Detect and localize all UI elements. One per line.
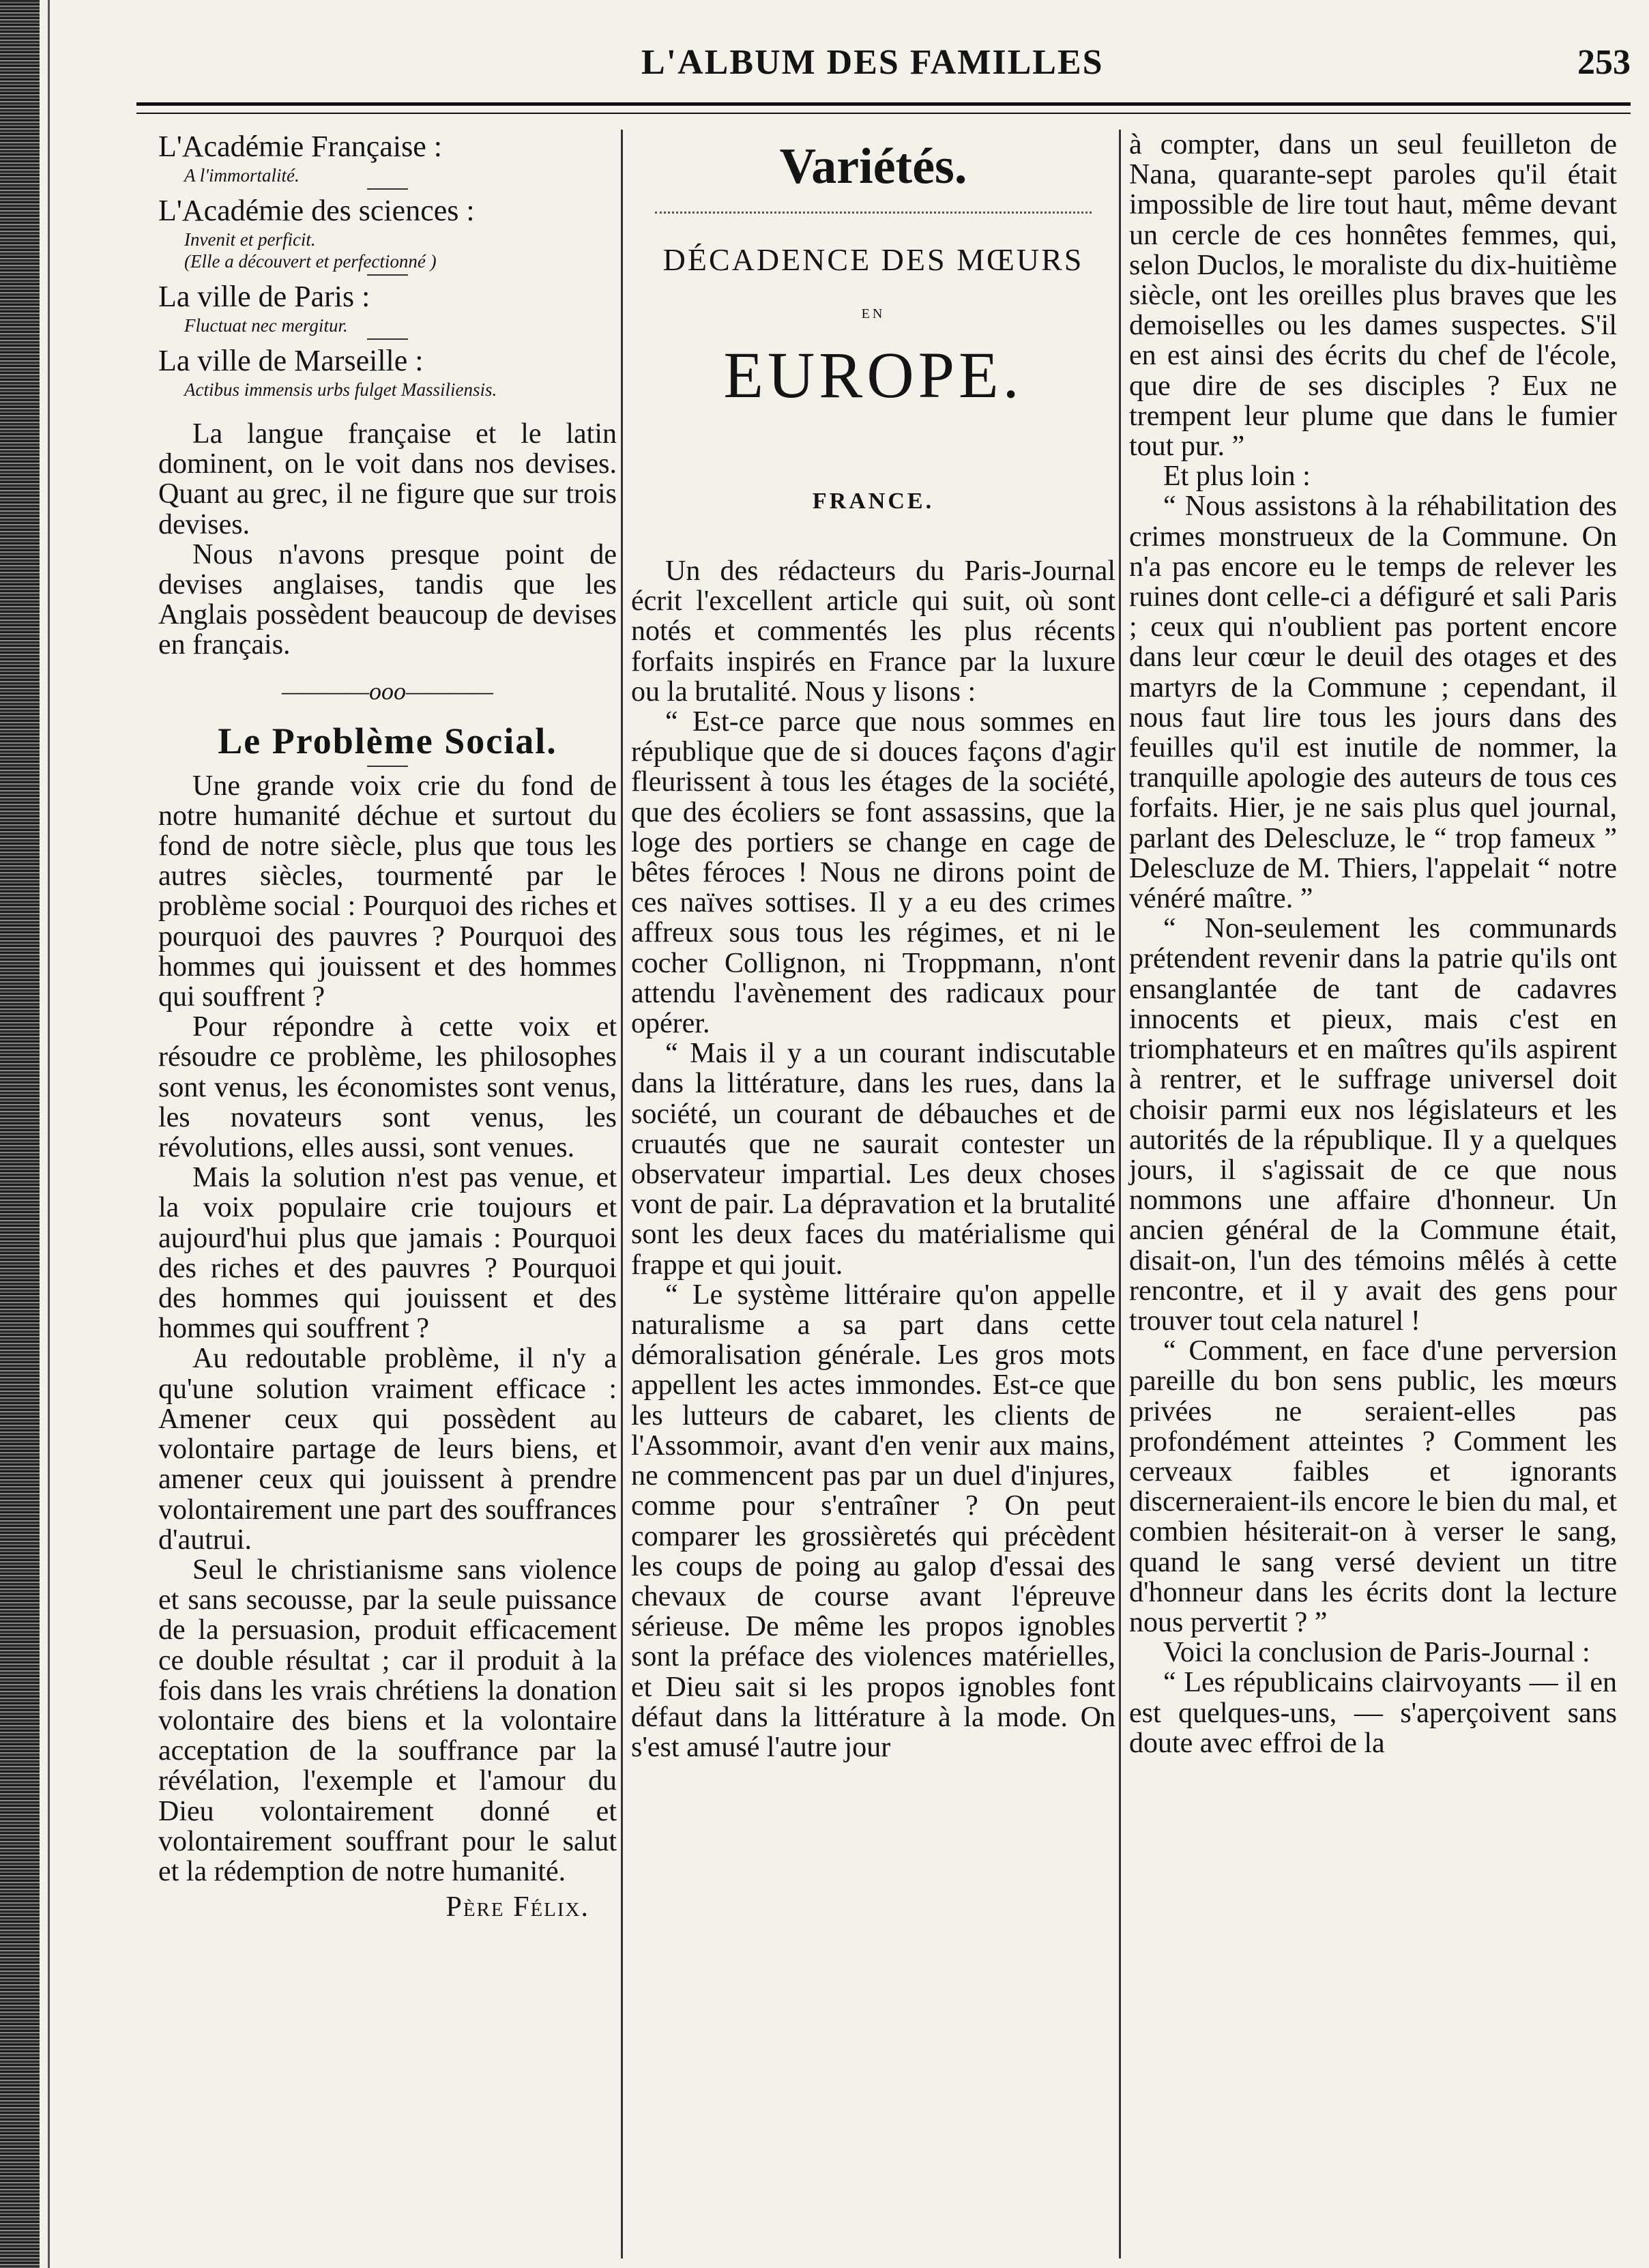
paragraph: Pour répondre à cette voix et résoudre ce problème, les philosophes sont venus, les économistes sont venus, les novateurs sont venus, les révolutions, elles aussi, sont venues.	[158, 1011, 617, 1164]
running-head	[136, 42, 1631, 97]
scan-binding-line	[48, 0, 50, 2268]
header-rule	[136, 102, 1631, 114]
column-right	[1129, 130, 1617, 1758]
article-signature: Père Félix.	[446, 1891, 589, 1923]
paragraph: Et plus loin :	[1163, 461, 1311, 493]
motto-text: Invenit et perficit.	[184, 229, 316, 250]
motto-text: Actibus immensis urbs fulget Massiliensis.	[184, 379, 497, 400]
paragraph: “ Mais il y a un courant indiscutable dans la littérature, dans les rues, dans la société, un courant de débauches et de cruautés que ne saurait contester un observateur impartial. Les deux choses vont de pair. La dépravation et la brutalité sont les deux faces du matérialisme qui frappe et qui jouit.	[631, 1038, 1115, 1281]
motto-institution: La ville de Marseille :	[158, 344, 424, 377]
paragraph: “ Non-seulement les communards prétendent revenir dans la patrie qu'ils ont ensanglantée de tant de cadavres innocents et pieux, mais c'est en triomphateurs et en maîtres qu'ils aspirent à rentrer, et le suffrage universel doit choisir parmi eux nos législateurs et les autorités de la république. Il y a quelques jours, il s'agissait de ce que nous nommons une affaire d'honneur. Un ancien général de la Commune était, disait-on, l'un des témoins mêlés à cette rencontre, et il y avait des gens pour trouver tout cela naturel !	[1129, 913, 1617, 1337]
paragraph: Voici la conclusion de Paris-Journal :	[1163, 1637, 1590, 1669]
motto-text: Fluctuat nec mergitur.	[184, 315, 348, 336]
paragraph: Au redoutable problème, il n'y a qu'une solution vraiment efficace : Amener ceux qui possèdent au volontaire partage de leurs biens, et amener ceux qui jouissent à prendre volontairement une part des souffrances d'autrui.	[158, 1343, 617, 1556]
article-title-line: EN	[861, 306, 886, 321]
motto-text: A l'immortalité.	[184, 165, 300, 186]
article-subheading: FRANCE.	[812, 489, 935, 514]
paragraph: Seul le christianisme sans violence et sans secousse, par la seule puissance de la persuasion, produit efficacement ce double résultat ; car il produit à la fois dans les vrais chrétiens la donation volontaire des biens et la volontaire acceptation de la souffrance par la révélation, l'exemple et l'amour du Dieu volontairement donné et volontairement souffrant pour le salut et la rédemption de notre humanité.	[158, 1554, 617, 1887]
section-ornament: ————ooo————	[281, 677, 494, 705]
dotted-rule	[655, 212, 1092, 214]
motto-divider	[367, 274, 408, 276]
paragraph: à compter, dans un seul feuilleton de Nana, quarante-sept paroles qu'il était impossible de lire tout haut, même devant un cercle de ces honnêtes femmes, qui, selon Duclos, le moraliste du dix-huitième siècle, ont les oreilles plus braves que les demoiselles ou les dames suspectes. S'il en est ainsi des écrits du chef de l'école, que dire de ses disciples ? Eux ne trempent leur plume que dans le fumier tout pur. ”	[1129, 129, 1617, 463]
paragraph: La langue française et le latin dominent, on le voit dans nos devises. Quant au grec, il ne figure que sur trois devises.	[158, 418, 617, 540]
article-title-line: DÉCADENCE DES MŒURS	[662, 242, 1084, 277]
page-number: 253	[1577, 43, 1631, 82]
scan-binding-edge	[0, 0, 40, 2268]
motto-divider	[367, 338, 408, 340]
column-middle	[631, 130, 1115, 1762]
section-heading: Variétés.	[779, 139, 967, 194]
paragraph: “ Le système littéraire qu'on appelle naturalisme a sa part dans cette démoralisation générale. Les gros mots appellent les actes immondes. Est-ce que les lutteurs de cabaret, les clients de l'Assommoir, avant d'en venir aux mains, ne commencent pas par un duel d'injures, comme pour s'entraîner ? On peut comparer les grossièretés qui précèdent les coups de poing au galop d'essai des chevaux de course avant l'épreuve sérieuse. De même les propos ignobles sont la préface des violences matérielles, et Dieu sait si les propos ignobles font défaut dans la littérature à la mode. On s'est amusé l'autre jour	[631, 1279, 1115, 1763]
journal-title: L'ALBUM DES FAMILLES	[641, 43, 1104, 82]
article-title-line: EUROPE.	[723, 338, 1023, 411]
title-divider	[367, 766, 408, 767]
paragraph: Nous n'avons presque point de devises anglaises, tandis que les Anglais possèdent beaucoup de devises en français.	[158, 538, 617, 661]
motto-institution: La ville de Paris :	[158, 280, 370, 313]
motto-gloss: (Elle a découvert et perfectionné )	[184, 251, 437, 272]
paragraph: “ Est-ce parce que nous sommes en république que de si douces façons d'agir fleurissent à tous les étages de la société, que des écoliers se font assassins, que la loge des portiers se change en cage de bêtes féroces ! Nous ne dirons point de ces naïves sottises. Il y a eu des crimes affreux sous tous les régimes, et ni le cocher Collignon, ni Troppmann, n'ont attendu l'avènement des radicaux pour opérer.	[631, 706, 1115, 1040]
motto-divider	[367, 188, 408, 190]
paragraph: “ Les républicains clairvoyants — il en est quelques-uns, — s'aperçoivent sans doute avec effroi de la	[1129, 1667, 1617, 1759]
paragraph: “ Comment, en face d'une perversion pareille du bon sens public, les mœurs privées ne seraient-elles pas profondément atteintes ? Comment les cerveaux faibles et ignorants discerneraient-ils encore le bien du mal, et combien hésiterait-on à verser le sang, quand le sang versé devient un titre d'honneur dans les écrits dont la lecture nous pervertit ? ”	[1129, 1335, 1617, 1638]
column-separator	[621, 130, 623, 2258]
paragraph: “ Nous assistons à la réhabilitation des crimes monstrueux de la Commune. On n'a pas encore eu le temps de relever les ruines dont celle-ci a défiguré et sali Paris ; ceux qui n'oublient pas portent encore dans leur cœur le deuil des otages et des martyrs de la Commune ; cependant, il nous faut lire tous les jours dans des feuilles qu'il est inutile de nommer, la tranquille apologie des auteurs de tous ces forfaits. Hier, je ne sais plus quel journal, parlant des Delescluze, le “ trop fameux ” Delescluze de M. Thiers, l'appelait “ notre vénéré maître. ”	[1129, 491, 1617, 915]
article-title: Le Problème Social.	[218, 720, 557, 761]
paragraph: Mais la solution n'est pas venue, et la voix populaire crie toujours et aujourd'hui plus que jamais : Pourquoi des riches et des pauvres ? Pourquoi des hommes qui jouissent et des hommes qui souffrent ?	[158, 1162, 617, 1345]
paragraph: Un des rédacteurs du Paris-Journal écrit l'excellent article qui suit, où sont notés et commentés les plus récents forfaits inspirés en France par la luxure ou la brutalité. Nous y lisons :	[631, 555, 1115, 708]
paragraph: Une grande voix crie du fond de notre humanité déchue et surtout du fond de notre siècle, plus que tous les autres siècles, tourmenté par le problème social : Pourquoi des riches et pourquoi des pauvres ? Pourquoi des hommes qui jouissent et des hommes qui souffrent ?	[158, 770, 617, 1013]
column-separator	[1119, 130, 1121, 2258]
column-left	[158, 130, 617, 1922]
motto-institution: L'Académie des sciences :	[158, 194, 475, 227]
motto-institution: L'Académie Française :	[158, 130, 442, 163]
